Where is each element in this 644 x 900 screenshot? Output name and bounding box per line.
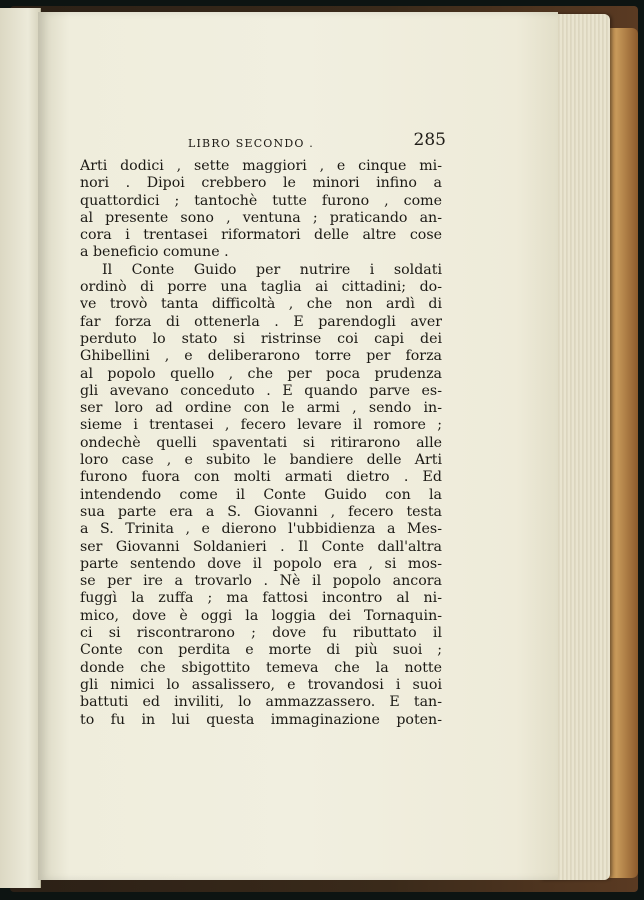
text-line: ordinò di porre una taglia ai cittadini; do- [80,279,442,296]
text-line: perduto lo stato si ristrinse coi capi dei [80,330,442,347]
text-line: se per ire a trovarlo . Nè il popolo ancora [80,573,442,590]
text-line: far forza di ottenerla . E parendogli aver [80,313,442,330]
text-line: fuggì la zuffa ; ma fattosi incontro al ni- [80,590,442,607]
text-line: gli nimici lo assalissero, e trovandosi i suoi [80,676,442,693]
text-line: nori . Dipoi crebbero le minori infino a [80,175,442,192]
text-line: ser Giovanni Soldanieri . Il Conte dall'altra [80,538,442,555]
text-line: Arti dodici , sette maggiori , e cinque mi- [80,158,442,174]
text-line: intendendo come il Conte Guido con la [80,486,442,503]
text-line: Ghibellini , e deliberarono torre per forza [80,348,442,365]
text-line: sieme i trentasei , fecero levare il romore ; [80,417,442,434]
text-line: al presente sono , ventuna ; praticando an- [80,209,442,226]
body-text [80,158,442,729]
text-line: quattordici ; tantochè tutte furono , come [80,192,442,209]
text-line: mico, dove è oggi la loggia dei Tornaquin- [80,607,442,624]
book-page [38,12,558,880]
text-line: ser loro ad ordine con le armi , sendo in- [80,400,442,417]
text-line: parte sentendo dove il popolo era , si mos- [80,555,442,572]
text-line: ci si riscontrarono ; dove fu ributtato il [80,625,442,642]
text-line: donde che sbigottito temeva che la notte [80,659,442,676]
text-line: ve trovò tanta difficoltà , che non ardì di [80,296,442,313]
text-line: ondechè quelli spaventati si ritirarono alle [80,434,442,451]
text-line: Il Conte Guido per nutrire i soldati [102,261,442,278]
text-line: Conte con perdita e morte di più suoi ; [80,642,442,659]
page-header [188,130,448,152]
text-line: to fu in lui questa immaginazione poten- [80,711,442,728]
running-head: LIBRO SECONDO . [188,137,314,150]
text-line: gli avevano conceduto . E quando parve es- [80,382,442,399]
text-line: a beneficio comune . [80,244,229,261]
text-line: sua parte era a S. Giovanni , fecero testa [80,503,442,520]
text-line: furono fuora con molti armati dietro . Ed [80,469,442,486]
text-line: cora i trentasei riformatori delle altre cose [80,227,442,244]
text-line: al popolo quello , che per poca prudenza [80,365,442,382]
left-facing-page [0,8,41,888]
text-line: loro case , e subito le bandiere delle Arti [80,452,442,469]
text-line: a S. Trinita , e dierono l'ubbidienza a Mes- [80,521,442,538]
text-line: battuti ed inviliti, lo ammazzassero. E tan- [80,694,442,711]
page-number: 285 [413,130,446,150]
